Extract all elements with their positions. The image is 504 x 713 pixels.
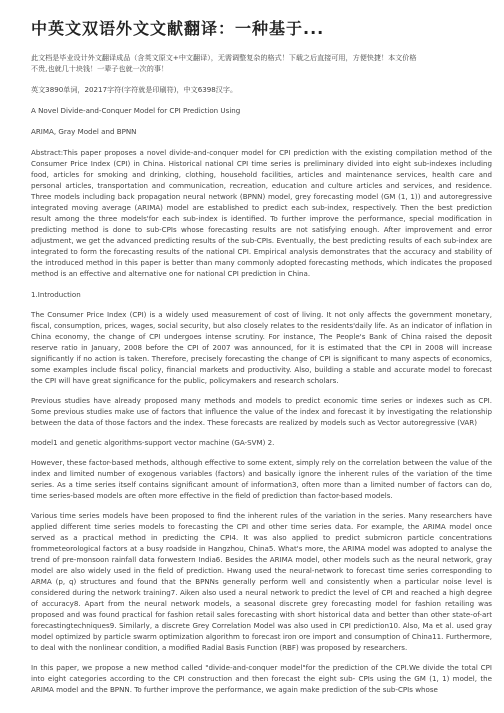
intro-notice bbox=[31, 52, 492, 74]
intro-line: 此文档是毕业设计外文翻译成品（含英文原文+中文翻译），无需调整复杂的格式！下载之后直接可用，方便快捷！本文价格 bbox=[31, 53, 417, 62]
paragraph: The Consumer Price Index (CPI) is a widely used measurement of cost of living. It not only affects the government monetary, fiscal, consumption, prices, wages, social security, but also closely relates to the residents'daily life. As an indicator of inflation in China economy, the change of CPI undergoes intense scrutiny. For instance, The People's Bank of China raised the deposit reserve ratio in January, 2008 before the CPI of 2007 was announced, for it is estimated that the CPI in 2008 will increase significantly if no action is taken. Therefore, precisely forecasting the change of CPI is significant to many aspects of economics, some examples include fiscal policy, financial markets and productivity. Also, building a stable and accurate model to forecast the CPI will have great significance for the public, policymakers and research scholars. bbox=[31, 310, 492, 385]
paragraph: In this paper, we propose a new method called "divide-and-conquer model"for the prediction of the CPI.We divide the total CPI into eight categories according to the CPI construction and then forecast the eight sub- CPIs using the GM (1, 1) model, the ARIMA model and the BPNN. To further improve the performance, we again make prediction of the sub-CPIs whose bbox=[31, 663, 492, 694]
abstract: Abstract:This paper proposes a novel divide-and-conquer model for CPI prediction with the existing compilation method of the Consumer Price Index (CPI) in China. Historical national CPI time series is preliminary divided into eight sub-indexes including food, articles for smoking and drinking, clothing, household facilities, articles and maintenance services, health care and personal articles, transportation and communication, recreation, education and culture articles and services, and residence. Three models including back propagation neural network (BPNN) model, grey forecasting model (GM (1, 1)) and autoregressive integrated moving average (ARIMA) model are established to predict each sub-index, respectively. Then the best prediction result among the three models'for each sub-index is identified. To further improve the performance, special modification in predicting method is done to sub-CPIs whose forecasting results are not satisfying enough. After improvement and error adjustment, we get the advanced predicting results of the sub-CPIs. Eventually, the best predicting results of each sub-index are integrated to form the forecasting results of the national CPI. Empirical analysis demonstrates that the accuracy and stability of the introduced method in this paper is better than many commonly adopted forecasting methods, which indicates the proposed method is an effective and alternative one for national CPI prediction in China. bbox=[31, 148, 492, 278]
paper-subtitle: ARIMA, Gray Model and BPNN bbox=[31, 127, 137, 136]
paragraph: Previous studies have already proposed many methods and models to predict economic time series or indexes such as CPI. Some previous studies make use of factors that influence the value of the index and forecast it by investigating the relationship between the data of those factors and the index. These forecasts are realized by models such as Vector autoregressive (VAR) bbox=[31, 396, 492, 427]
paper-title: A Novel Divide-and-Conquer Model for CPI Prediction Using bbox=[31, 106, 241, 115]
intro-line: 不贵,也就几十块钱！一辈子也就一次的事！ bbox=[31, 64, 169, 73]
section-heading: 1.Introduction bbox=[31, 290, 81, 299]
paragraph: However, these factor-based methods, although effective to some extent, simply rely on the correlation between the value of the index and limited number of exogenous variables (factors) and basically ignore the inherent rules of the variation of the time series. As a time series itself contains significant amount of information3, often more than a limited number of factors can do, time series-based models are often more effective in the field of prediction than factor-based models. bbox=[31, 458, 492, 500]
paragraph: model1 and genetic algorithms-support vector machine (GA-SVM) 2. bbox=[31, 438, 275, 447]
word-count: 英文3890单词，20217字符(字符就是印刷符)，中文6398汉字。 bbox=[31, 85, 238, 94]
document-title: 中英文双语外文文献翻译：一种基于... bbox=[31, 19, 325, 38]
paragraph: Various time series models have been proposed to find the inherent rules of the variation in the series. Many researchers have applied different time series models to forecasting the CPI and other time series data. For example, the ARIMA model once served as a practical method in predicting the CPI4. It was also applied to predict submicron particle concentrations frommeteorological factors at a busy roadside in Hangzhou, China5. What's more, the ARIMA model was adopted to analyse the trend of pre-monsoon rainfall data forwestern India6. Besides the ARIMA model, other models such as the neural network, gray model are also widely used in the field of prediction. Hwang used the neural-network to forecast time series corresponding to ARMA (p, q) structures and found that the BPNNs generally perform well and consistently when a particular noise level is considered during the network training7. Aiken also used a neural network to predict the level of CPI and reached a high degree of accuracy8. Apart from the neural network models, a seasonal discrete grey forecasting model for fashion retailing was proposed and was found practical for fashion retail sales forecasting with short historical data and better than other state-of-art forecastingtechniques9. Similarly, a discrete Grey Correlation Model was also used in CPI prediction10. Also, Ma et al. used gray model optimized by particle swarm optimization algorithm to forecast iron ore import and consumption of China11. Furthermore, to deal with the nonlinear condition, a modified Radial Basis Function (RBF) was proposed by researchers. bbox=[31, 511, 492, 652]
